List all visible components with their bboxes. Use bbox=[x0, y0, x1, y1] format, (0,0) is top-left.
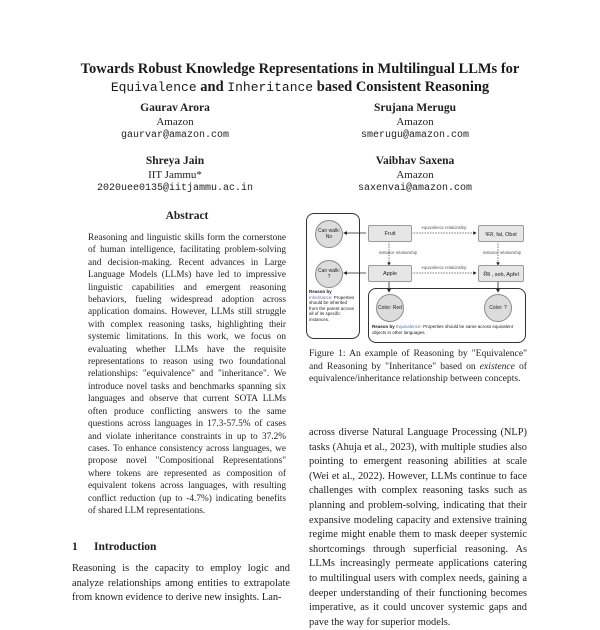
author-email[interactable]: gaurvar@amazon.com bbox=[120, 130, 230, 141]
introduction-heading bbox=[72, 541, 156, 553]
abstract-section bbox=[88, 210, 286, 517]
edge-label-instance-right: instance relationship bbox=[482, 250, 522, 255]
author-name: Srujana Merugu bbox=[373, 102, 457, 114]
author-name: Shreya Jain bbox=[145, 155, 205, 167]
section-title: Introduction bbox=[94, 541, 157, 553]
reason-text: Properties should be inherited from the parent across all of its specific instances. bbox=[309, 294, 355, 322]
reason-label: Reason by bbox=[309, 289, 332, 294]
node-apple-equivalents: सेब , seb, Apfel bbox=[478, 265, 524, 282]
title-line-1: Towards Robust Knowledge Representations in Multilingual LLMs for bbox=[80, 61, 520, 77]
node-color-unknown: Color: ? bbox=[484, 294, 512, 322]
equivalence-reason bbox=[372, 324, 522, 335]
author-block bbox=[315, 101, 515, 143]
paper-title bbox=[40, 60, 560, 97]
caption-prefix: Figure 1: An example of Reasoning by "Equivalence" and Reasoning by "Inheritance" based on bbox=[309, 348, 527, 372]
author-email[interactable]: 2020uee0135@iitjammu.ac.in bbox=[96, 183, 254, 194]
reason-text: Properties should be same across equivalent objects in other languages. bbox=[372, 324, 513, 335]
title-rest: based Consistent Reasoning bbox=[313, 79, 490, 95]
node-can-walk-unknown: Can walk: ? bbox=[315, 260, 343, 288]
abstract-text: Reasoning and linguistic skills form the cornerstone of human intelligence, facilitating problem-solving and decision-making. Recent advances in Large Language Models (LLMs) have led to impressive linguistic capabilities and emergent reasoning behaviors, fueling widespread adoption across application domains. However, LLMs still struggle with complex reasoning tasks, highlighting their systemic limitations. In this work, we focus on evaluating whether LLMs have the requisite representations to reason using two foundational relationships: "equivalence" and "inheritance". We introduce novel tasks and benchmarks spanning six languages and observe that current SOTA LLMs often produce conflicting answers to the same questions across languages in 17.3-57.5% of cases and violate inheritance constraints in up to 37.2% cases. To enhance consistency across languages, we propose novel "Compositional Representations" where tokens are represented as composition of equivalent tokens across languages, with resulting conflict reduction (up to -4.7%) indicating benefits of shared LLM representations. bbox=[88, 233, 286, 516]
author-block bbox=[75, 154, 275, 196]
author-block bbox=[315, 154, 515, 196]
abstract-heading: Abstract bbox=[165, 210, 209, 222]
edge-label-instance-left: instance relationship bbox=[378, 250, 418, 255]
title-and: and bbox=[196, 79, 228, 95]
introduction-text: Reasoning is the capacity to employ logic and analyze relationships among entities to extrapolate from known evidence to derive new insights. Lan- bbox=[72, 563, 290, 604]
author-affiliation: IIT Jammu* bbox=[148, 169, 202, 181]
section-number: 1 bbox=[72, 541, 78, 553]
caption-suffix: of equivalence/inheritance relationship between concepts. bbox=[309, 360, 527, 385]
node-fruit: Fruit bbox=[368, 225, 412, 242]
node-can-walk-no: Can walk: No bbox=[315, 220, 343, 248]
edge-label-equivalence-bottom: equivalence relationship bbox=[421, 265, 467, 270]
inheritance-reason bbox=[309, 289, 357, 323]
reason-label: Reason by bbox=[372, 324, 395, 329]
figure-1-caption bbox=[309, 348, 527, 386]
author-email[interactable]: smerugu@amazon.com bbox=[360, 130, 470, 141]
title-inheritance: Inheritance bbox=[227, 80, 314, 95]
right-column-text: across diverse Natural Language Processing (NLP) tasks (Ahuja et al., 2023), with multiple studies also pointing to emergent reasoning abilities at scale (Wei et al., 2022). However, LLMs continue to face challenges with complex reasoning tasks such as planning and problem-solving, indicating that their expansive modeling capacity and extensive training regime might enable them to mask deeper systemic shortcomings through superficial reasoning. As LLMs increasingly permeate applications catering to multilingual users with complex needs, gaining a deeper understanding of their functioning becomes imperative, as it could uncover systemic gaps and pave the way for superior models. bbox=[309, 427, 527, 628]
node-apple: Apple bbox=[368, 265, 412, 282]
author-name: Vaibhav Saxena bbox=[375, 155, 455, 167]
author-affiliation: Amazon bbox=[396, 169, 434, 181]
author-affiliation: Amazon bbox=[396, 116, 434, 128]
author-name: Gaurav Arora bbox=[140, 102, 210, 114]
edge-label-equivalence-top: equivalence relationship bbox=[421, 225, 467, 230]
author-affiliation: Amazon bbox=[156, 116, 194, 128]
title-line-2 bbox=[40, 78, 560, 97]
node-color-red: Color: Red bbox=[376, 294, 404, 322]
reason-kind: Inheritance: bbox=[309, 294, 333, 300]
author-block bbox=[75, 101, 275, 143]
node-fruit-equivalents: फल, fal, Obst bbox=[478, 225, 524, 242]
figure-1-diagram bbox=[306, 212, 526, 344]
reason-kind: Equivalence: bbox=[396, 324, 422, 329]
caption-emphasis: existence bbox=[479, 360, 515, 372]
author-email[interactable]: saxenvai@amazon.com bbox=[357, 183, 473, 194]
title-equivalence: Equivalence bbox=[110, 80, 197, 95]
